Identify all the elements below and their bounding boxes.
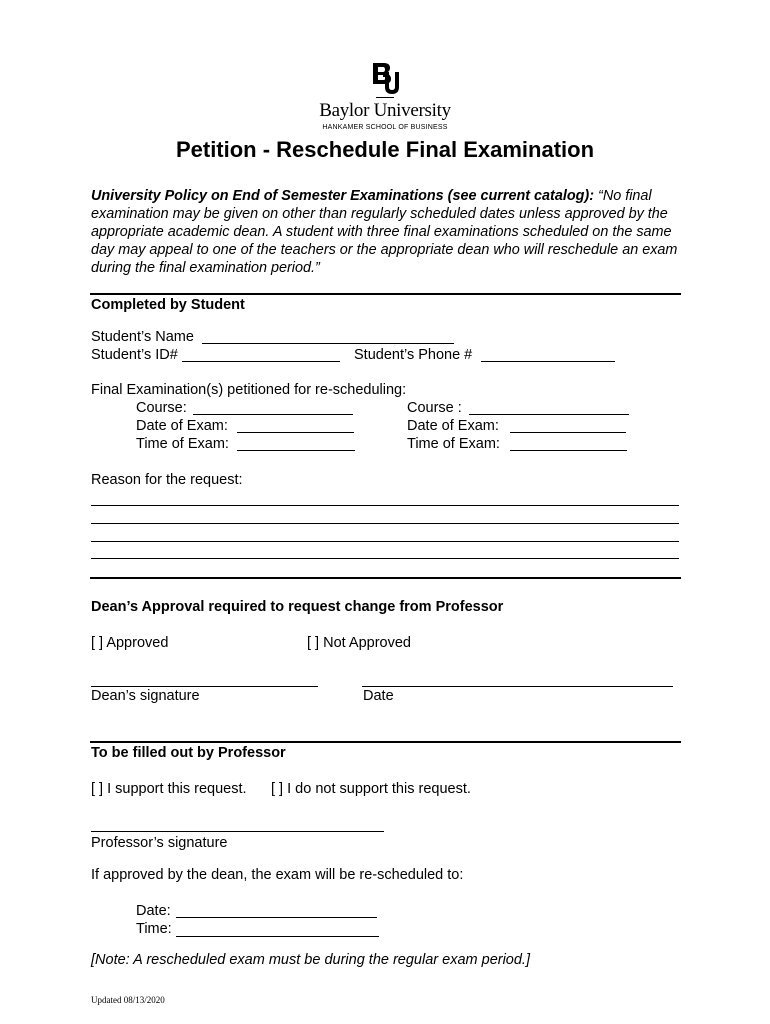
rescheduled-label: If approved by the dean, the exam will be re-scheduled to: <box>91 867 464 883</box>
reason-label: Reason for the request: <box>91 472 243 488</box>
professor-signature-label: Professor’s signature <box>91 835 228 851</box>
reschedule-date-field[interactable] <box>176 917 377 918</box>
course-label-2: Course : <box>407 400 462 416</box>
reason-line[interactable] <box>91 523 679 524</box>
date-label-1: Date of Exam: <box>136 418 228 434</box>
approved-checkbox[interactable]: [ ] Approved <box>91 635 169 651</box>
date-label-2: Date of Exam: <box>407 418 499 434</box>
student-phone-field[interactable] <box>481 361 615 362</box>
not-approved-checkbox[interactable]: [ ] Not Approved <box>307 635 411 651</box>
time-field-2[interactable] <box>510 450 627 451</box>
support-checkbox[interactable]: [ ] I support this request. <box>91 781 247 797</box>
time-label-1: Time of Exam: <box>136 436 229 452</box>
section-divider <box>90 293 681 295</box>
dean-date-label: Date <box>363 688 394 704</box>
page-title: Petition - Reschedule Final Examination <box>175 137 595 162</box>
student-name-field[interactable] <box>202 343 454 344</box>
professor-signature-field[interactable] <box>91 831 384 832</box>
logo-divider <box>376 97 394 98</box>
university-name: Baylor University <box>319 100 451 121</box>
course-field-2[interactable] <box>469 414 629 415</box>
date-field-2[interactable] <box>510 432 626 433</box>
student-phone-label: Student’s Phone # <box>354 347 473 363</box>
professor-section-title: To be filled out by Professor <box>91 745 286 761</box>
reason-line[interactable] <box>91 505 679 506</box>
dean-signature-field[interactable] <box>91 686 318 687</box>
course-field-1[interactable] <box>193 414 353 415</box>
baylor-logo-icon <box>370 60 400 94</box>
policy-paragraph <box>91 187 691 277</box>
exams-label: Final Examination(s) petitioned for re-scheduling: <box>91 382 407 398</box>
student-id-label: Student’s ID# <box>91 347 178 363</box>
reschedule-time-field[interactable] <box>176 936 379 937</box>
reason-line[interactable] <box>91 541 679 542</box>
time-field-1[interactable] <box>237 450 355 451</box>
policy-quote: “No final examination may be given on other than regularly scheduled dates unless approved by the appropriate academic dean. A student with three final examinations scheduled on the same day may appeal to one of the teachers or the appropriate dean who will reschedule an exam during the final examination period.” <box>91 188 678 276</box>
school-name: HANKAMER SCHOOL OF BUSINESS <box>322 124 448 131</box>
reason-line[interactable] <box>91 558 679 559</box>
dean-section-title: Dean’s Approval required to request change from Professor <box>91 599 504 615</box>
student-name-label: Student’s Name <box>91 329 194 345</box>
updated-date: Updated 08/13/2020 <box>91 995 165 1005</box>
course-label-1: Course: <box>136 400 187 416</box>
student-id-field[interactable] <box>182 361 340 362</box>
dean-signature-label: Dean’s signature <box>91 688 200 704</box>
student-section-title: Completed by Student <box>91 297 245 313</box>
date-field-1[interactable] <box>237 432 354 433</box>
not-support-checkbox[interactable]: [ ] I do not support this request. <box>271 781 471 797</box>
footer-note: [Note: A rescheduled exam must be during the regular exam period.] <box>91 952 530 968</box>
reschedule-date-label: Date: <box>136 903 171 919</box>
section-divider <box>90 577 681 579</box>
policy-label: University Policy on End of Semester Examinations (see current catalog): <box>91 188 595 204</box>
section-divider <box>90 741 681 743</box>
time-label-2: Time of Exam: <box>407 436 500 452</box>
dean-date-field[interactable] <box>362 686 673 687</box>
reschedule-time-label: Time: <box>136 921 172 937</box>
